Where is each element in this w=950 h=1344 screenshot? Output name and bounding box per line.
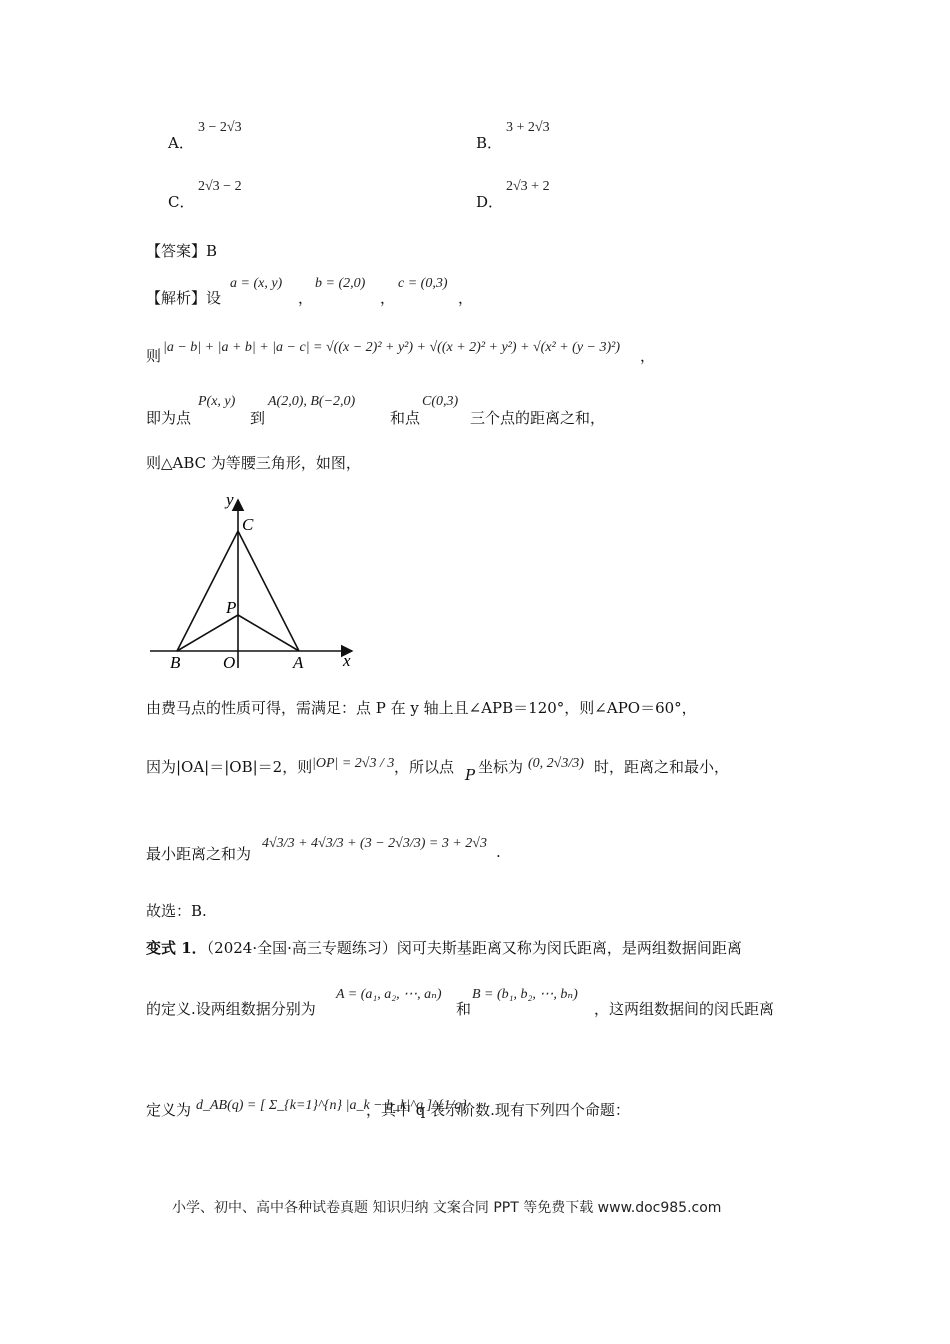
comma: ，	[298, 289, 314, 307]
label-y: y	[226, 490, 234, 509]
answer-value: B	[206, 242, 218, 260]
comma: ，	[458, 289, 474, 307]
option-c-expr: 2√3 − 2	[198, 179, 242, 194]
option-label: B．	[476, 134, 503, 152]
page-footer: 小学、初中、高中各种试卷真题 知识归纳 文案合同 PPT 等免费下载 www.doc985.com	[172, 1200, 722, 1216]
option-label: C．	[168, 193, 195, 211]
line3-c: 和点	[390, 409, 421, 427]
option-a	[168, 132, 194, 153]
option-b-expr: 3 + 2√3	[506, 120, 550, 135]
label-p: P	[226, 598, 237, 617]
p-coordinate-expr: (0, 2√3/3)	[528, 756, 584, 771]
line3-d: 三个点的距离之和，	[470, 409, 606, 427]
label-a: A	[293, 653, 304, 672]
variant-line-1	[146, 937, 742, 958]
line6-d: 时，距离之和最小，	[594, 758, 730, 776]
variant-line2-a: 的定义.设两组数据分别为	[146, 1000, 316, 1018]
option-b	[476, 132, 502, 153]
variant-line2-c: ，这两组数据间的闵氏距离	[594, 1000, 775, 1018]
set-b-expr: B = (b₁, b₂, ⋯, bₙ)	[472, 987, 578, 1002]
set-a-expr: A = (a₁, a₂, ⋯, aₙ)	[336, 987, 442, 1002]
answer-tag: 【答案】	[146, 242, 207, 260]
line6-c: 坐标为	[478, 758, 524, 776]
triangle-figure	[140, 488, 380, 674]
line3-a: 即为点	[146, 409, 192, 427]
line6-a: 因为|OA|＝|OB|＝2，则	[146, 758, 313, 776]
variant-text: 闵可夫斯基距离又称为闵氏距离，是两组数据间距离	[396, 939, 742, 957]
label-x: x	[343, 651, 351, 670]
option-c	[168, 191, 194, 212]
line6-b: ，所以点	[394, 758, 455, 776]
comma: ，	[380, 289, 396, 307]
variant-source: （2024·全国·高三专题练习）	[206, 939, 397, 957]
point-c: C(0,3)	[422, 394, 459, 409]
option-label: D．	[476, 193, 504, 211]
conclusion: 故选：B.	[146, 902, 207, 920]
distance-sum-expr: |a − b| + |a + b| + |a − c| = √((x − 2)² + y²) + √((x + 2)² + y²) + √(x² + (y − 3)²)	[163, 340, 621, 355]
line5: 由费马点的性质可得，需满足：点 P 在 y 轴上且∠APB＝120°，则∠APO＝60°，	[146, 699, 697, 717]
option-label: A．	[168, 134, 194, 152]
variant-title: 变式 1．	[146, 939, 207, 957]
min-sum-expr: 4√3/3 + 4√3/3 + (3 − 2√3/3) = 3 + 2√3	[262, 836, 487, 851]
vector-a: a = (x, y)	[230, 276, 283, 291]
answer-line	[146, 240, 217, 261]
label-o: O	[223, 653, 236, 672]
point-p: P(x, y)	[198, 394, 236, 409]
option-d	[476, 191, 503, 212]
line3-b: 到	[250, 409, 266, 427]
comma: ，	[640, 347, 656, 365]
option-a-expr: 3 − 2√3	[198, 120, 242, 135]
op-length-expr: |OP| = 2√3 / 3	[312, 756, 395, 771]
variant-line3-a: 定义为	[146, 1101, 192, 1119]
label-b: B	[170, 653, 181, 672]
variant-line2-b: 和	[456, 1000, 472, 1018]
label-c: C	[242, 515, 254, 534]
points-ab: A(2,0), B(−2,0)	[268, 394, 356, 409]
option-d-expr: 2√3 + 2	[506, 179, 550, 194]
line4: 则△ABC 为等腰三角形，如图，	[146, 454, 361, 472]
vector-b: b = (2,0)	[315, 276, 366, 291]
analysis-line-1	[146, 287, 221, 308]
analysis-tag: 【解析】	[146, 289, 207, 307]
line6-p: P	[465, 766, 476, 784]
line7-a: 最小距离之和为	[146, 845, 252, 863]
variant-line3-b: ，其中 q 表示阶数.现有下列四个命题：	[366, 1101, 630, 1119]
minkowski-formula: d_AB(q) = [ Σ_{k=1}^{n} |a_k − b_k|^q ]^{1/q}	[196, 1098, 468, 1113]
set-word: 设	[206, 289, 222, 307]
vector-c: c = (0,3)	[398, 276, 448, 291]
line2-prefix: 则	[146, 347, 162, 365]
period: .	[496, 843, 501, 861]
